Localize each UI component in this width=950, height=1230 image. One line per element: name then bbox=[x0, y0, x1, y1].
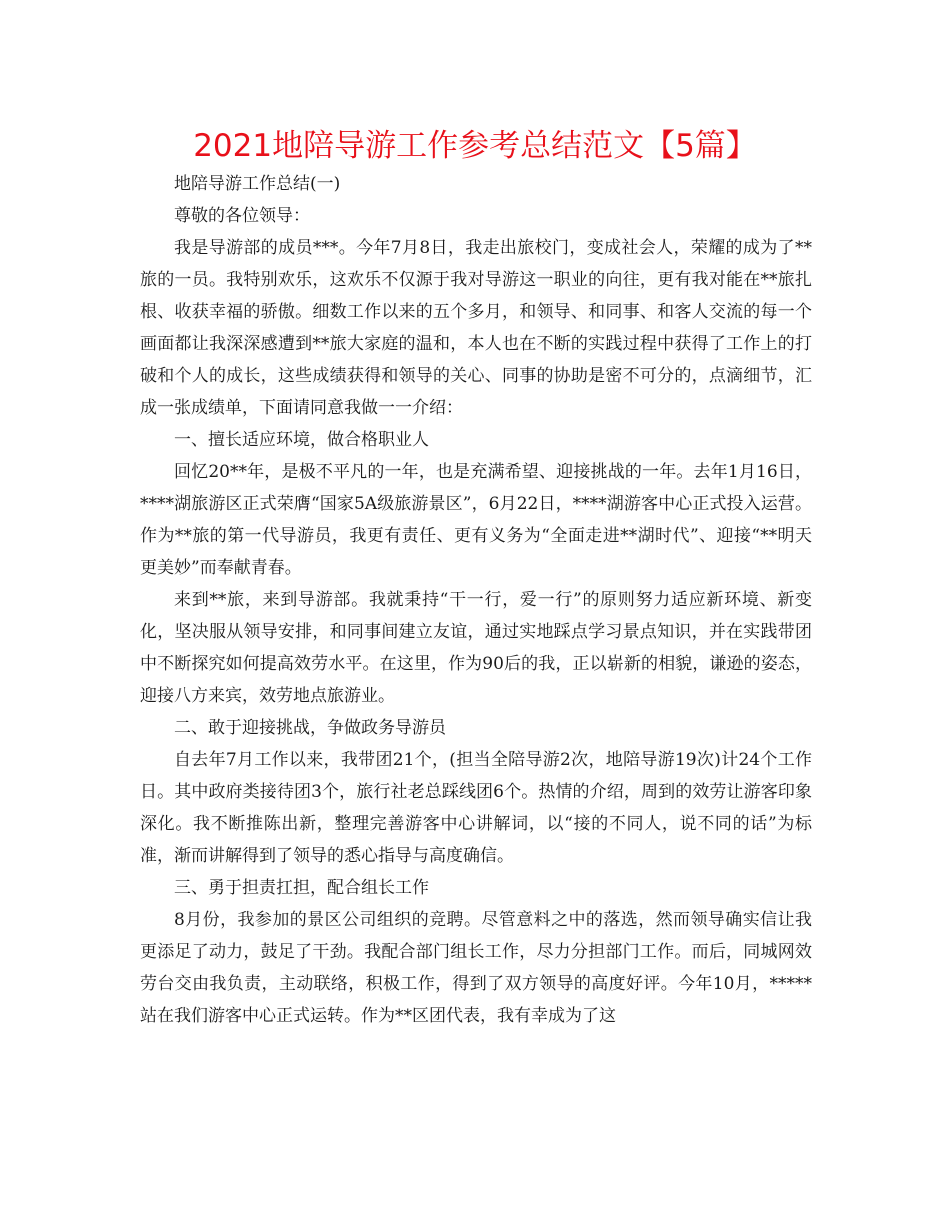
section-heading: 一、擅长适应环境，做合格职业人 bbox=[174, 430, 429, 450]
body-paragraph: 8月份，我参加的景区公司组织的竞聘。尽管意料之中的落选，然而领导确实信让我更添足了动力，鼓足了干劲。我配合部门组长工作，尽力分担部门工作。而后，同城网效劳台交由我负责，主动联络，积极工作，得到了双方领导的高度好评。今年10月，*****站在我们游客中心正式运转。作为**区团代表，我有幸成为了这 bbox=[140, 910, 812, 1026]
section-heading: 二、敢于迎接挑战，争做政务导游员 bbox=[174, 718, 446, 738]
body-paragraph: 自去年7月工作以来，我带团21个，(担当全陪导游2次，地陪导游19次)计24个工作日。其中政府类接待团3个，旅行社老总踩线团6个。热情的介绍，周到的效劳让游客印象深化。我不断推陈出新，整理完善游客中心讲解词，以“接的不同人，说不同的话”为标准，渐而讲解得到了领导的悉心指导与高度确信。 bbox=[140, 750, 812, 866]
section-heading: 地陪导游工作总结(一) bbox=[174, 174, 341, 194]
body-paragraph: 来到**旅，来到导游部。我就秉持“干一行，爱一行”的原则努力适应新环境、新变化，坚决服从领导安排，和同事间建立友谊，通过实地踩点学习景点知识，并在实践带团中不断探究如何提高效劳水平。在这里，作为90后的我，正以崭新的相貌，谦逊的姿态，迎接八方来宾，效劳地点旅游业。 bbox=[140, 590, 812, 706]
salutation: 尊敬的各位领导： bbox=[174, 206, 310, 226]
section-heading: 三、勇于担责扛担，配合组长工作 bbox=[174, 878, 429, 898]
document-title: 2021地陪导游工作参考总结范文【5篇】 bbox=[193, 128, 757, 164]
body-paragraph: 我是导游部的成员***。今年7月8日，我走出旅校门，变成社会人，荣耀的成为了**旅的一员。我特别欢乐，这欢乐不仅源于我对导游这一职业的向往，更有我对能在**旅扎根、收获幸福的骄傲。细数工作以来的五个多月，和领导、和同事、和客人交流的每一个画面都让我深深感遭到**旅大家庭的温和，本人也在不断的实践过程中获得了工作上的打破和个人的成长，这些成绩获得和领导的关心、同事的协助是密不可分的，点滴细节，汇成一张成绩单，下面请同意我做一一介绍： bbox=[140, 238, 812, 418]
body-paragraph: 回忆20**年，是极不平凡的一年，也是充满希望、迎接挑战的一年。去年1月16日，****湖旅游区正式荣膺“国家5A级旅游景区”，6月22日，****湖游客中心正式投入运营。作为**旅的第一代导游员，我更有责任、更有义务为“全面走进**湖时代”、迎接“**明天更美妙”而奉献青春。 bbox=[140, 462, 812, 578]
document-body bbox=[140, 168, 812, 1032]
